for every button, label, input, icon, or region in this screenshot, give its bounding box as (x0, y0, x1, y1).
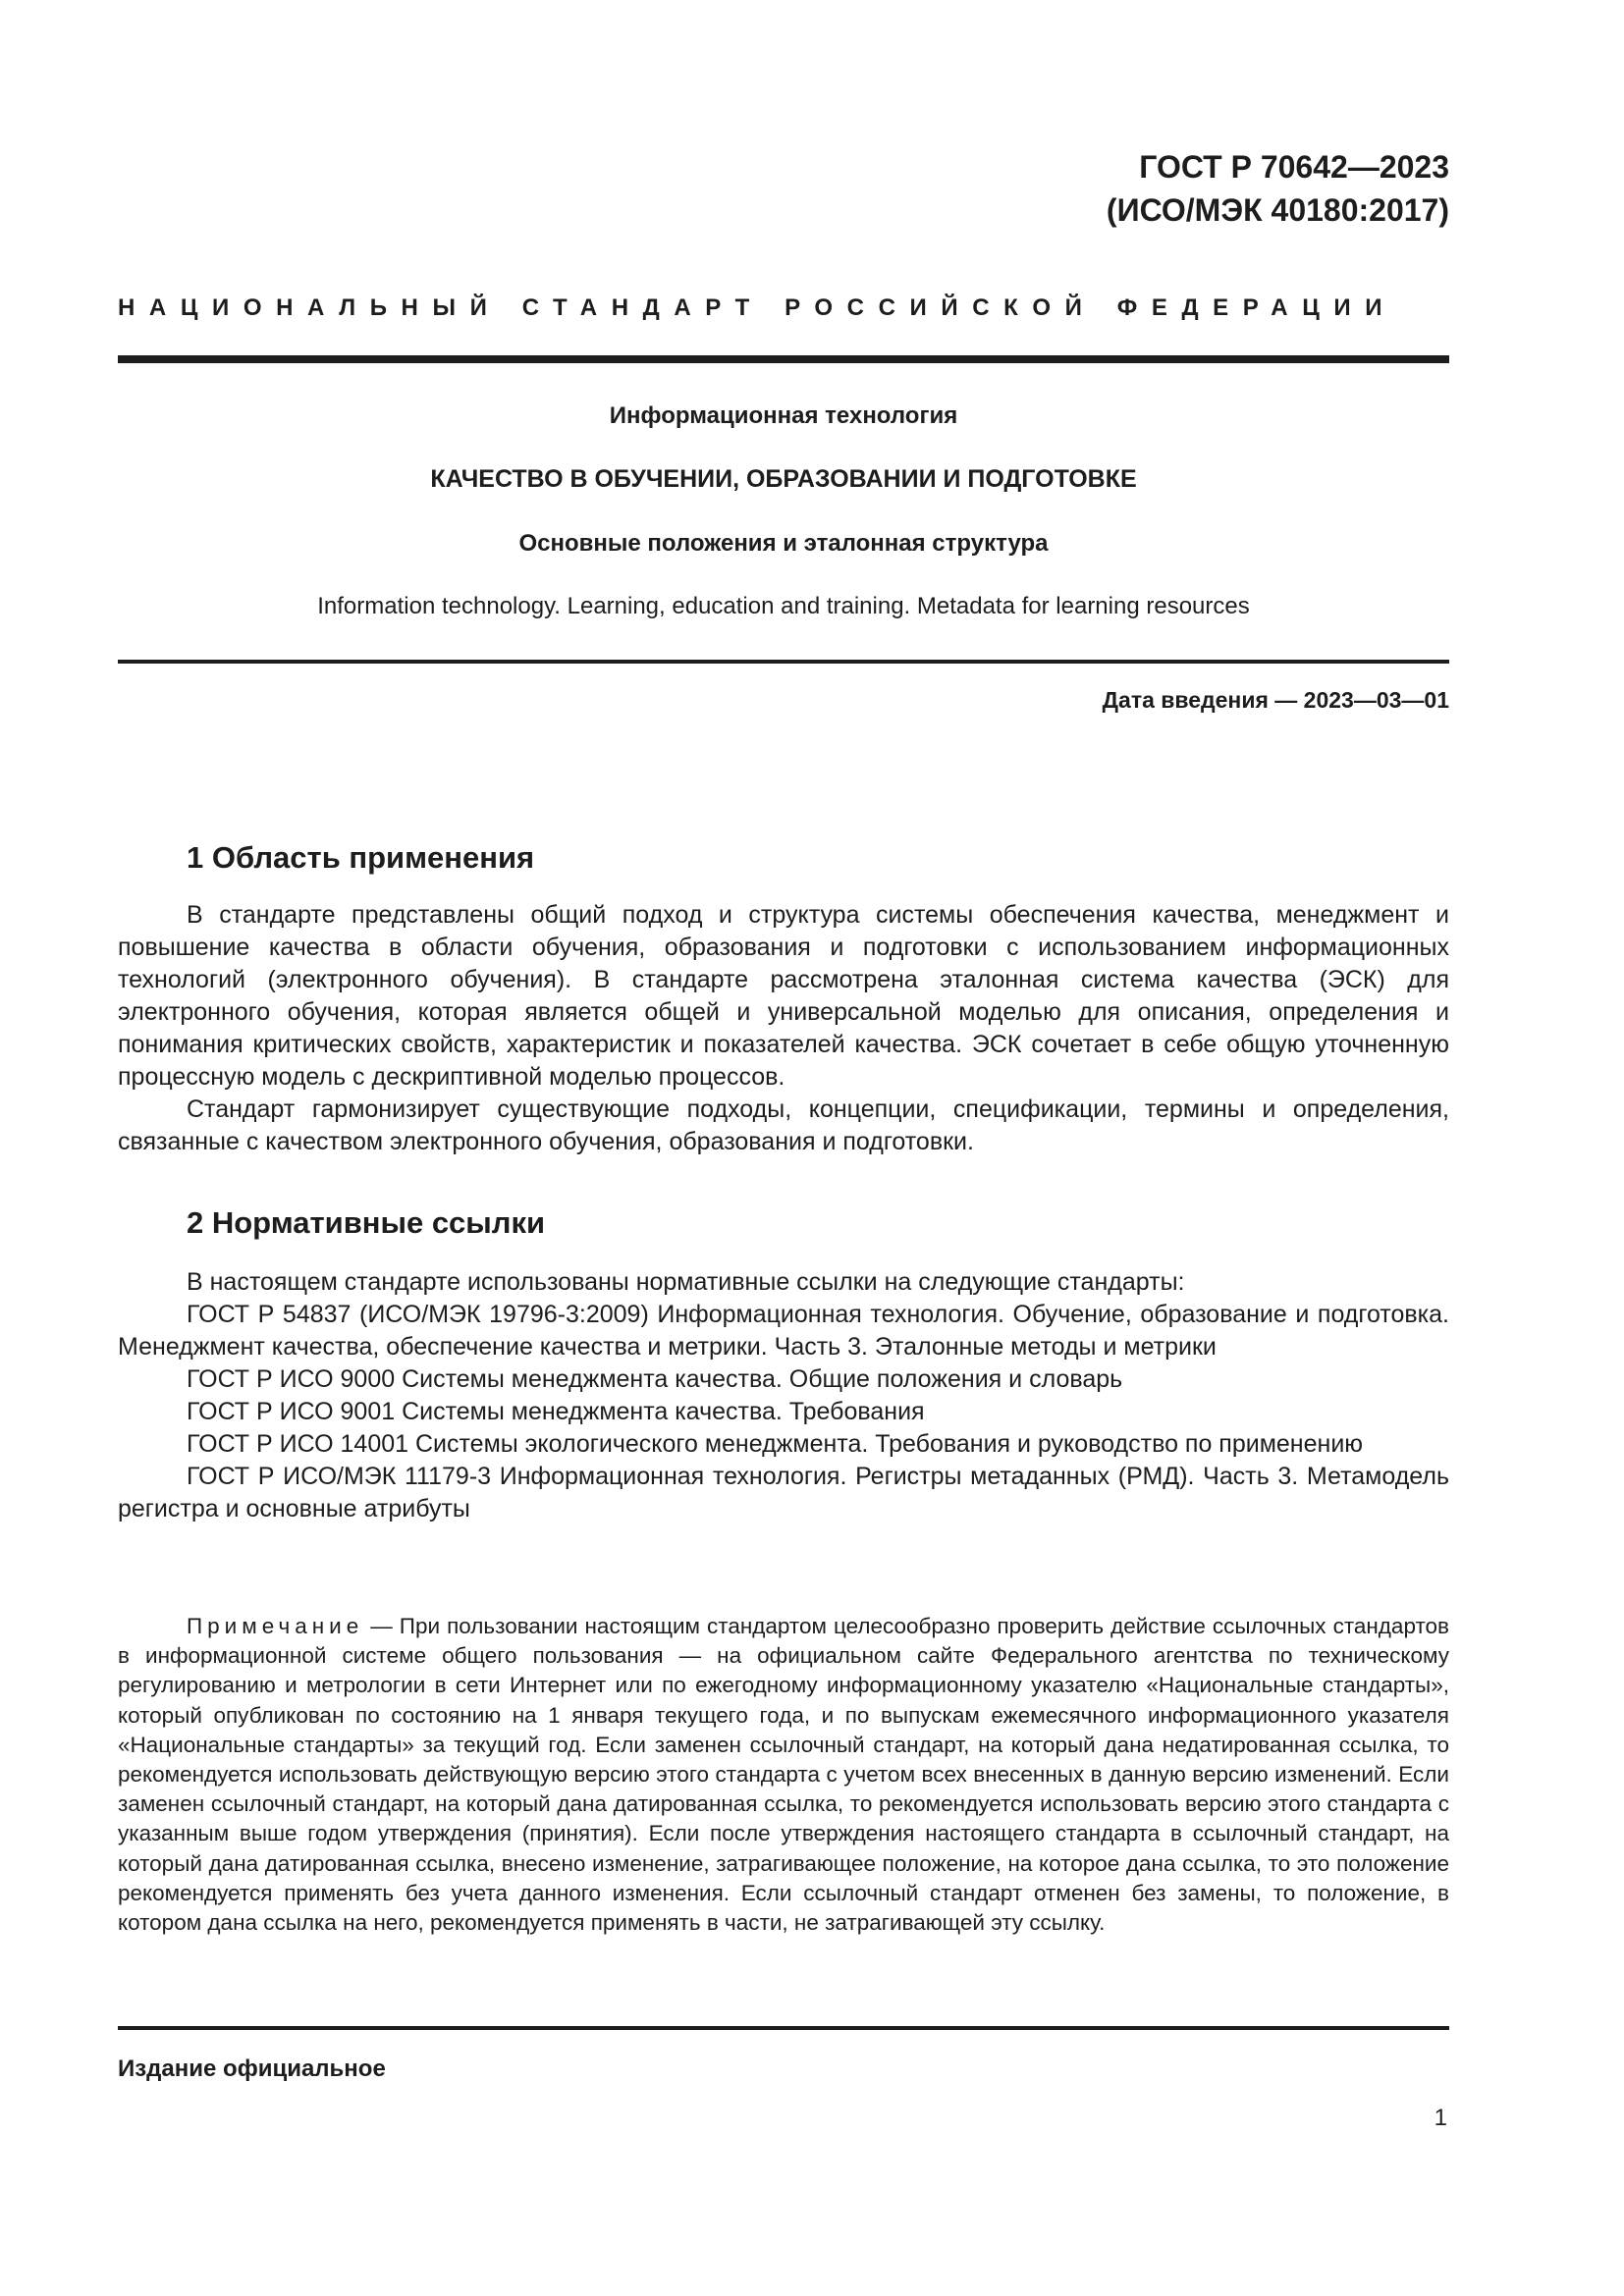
section-1-heading: 1 Область применения (187, 840, 535, 875)
note-label: Примечание (187, 1614, 364, 1638)
section-1-paragraph: Стандарт гармонизирует существующие подходы, концепции, спецификации, термины и определения, связанные с качеством электронного обучения, образования и подготовки. (118, 1095, 1449, 1155)
section-1-body (118, 899, 1449, 1158)
normative-reference: ГОСТ Р 54837 (ИСО/МЭК 19796-3:2009) Информационная технология. Обучение, образование и подготовка. Менеджмент качества, обеспечение качества и метрики. Часть 3. Эталонные методы и метрики (118, 1301, 1449, 1361)
section-2-heading: 2 Нормативные ссылки (187, 1205, 546, 1240)
title-sub: Основные положения и эталонная структура (518, 530, 1049, 557)
section-2-body (118, 1266, 1449, 1525)
normative-reference: ГОСТ Р ИСО 9001 Системы менеджмента качества. Требования (187, 1398, 925, 1425)
title-rule (118, 660, 1449, 664)
normative-reference: ГОСТ Р ИСО 9000 Системы менеджмента качества. Общие положения и словарь (187, 1365, 1123, 1393)
standard-code: ГОСТ Р 70642—2023 (1139, 149, 1449, 185)
normative-reference: ГОСТ Р ИСО/МЭК 11179-3 Информационная технология. Регистры метаданных (РМД). Часть 3. Метамодель регистра и основные атрибуты (118, 1463, 1449, 1522)
title-subject: Информационная технология (609, 402, 958, 429)
footer-rule (118, 2026, 1449, 2030)
title-main: КАЧЕСТВО В ОБУЧЕНИИ, ОБРАЗОВАНИИ И ПОДГОТОВКЕ (430, 465, 1137, 493)
official-edition: Издание официальное (118, 2056, 386, 2082)
title-english: Information technology. Learning, education and training. Metadata for learning resources (317, 593, 1250, 619)
section-2-intro: В настоящем стандарте использованы нормативные ссылки на следующие стандарты: (187, 1268, 1185, 1296)
introduction-date: Дата введения — 2023—03—01 (1102, 687, 1449, 713)
note-text: — При пользовании настоящим стандартом целесообразно проверить действие ссылочных стандартов в информационной системе общего пользования — на официальном сайте Федерального агентства по техническому регулированию и метрологии в сети Интернет или по ежегодному информационному указателю «Национальные стандарты», который опубликован по состоянию на 1 января текущего года, и по выпускам ежемесячного информационного указателя «Национальные стандарты» за текущий год. Если заменен ссылочный стандарт, на который дана недатированная ссылка, то рекомендуется использовать действующую версию этого стандарта с учетом всех внесенных в данную версию изменений. Если заменен ссылочный стандарт, на который дана датированная ссылка, то рекомендуется использовать версию этого стандарта с указанным выше годом утверждения (принятия). Если после утверждения настоящего стандарта в ссылочный стандарт, на который дана датированная ссылка, внесено изменение, затрагивающее положение, на которое дана ссылка, то это положение рекомендуется применять без учета данного изменения. Если ссылочный стандарт отменен без замены, то положение, в котором дана ссылка на него, рекомендуется применять в части, не затрагивающей эту ссылку. (118, 1614, 1449, 1936)
national-standard-banner: НАЦИОНАЛЬНЫЙ СТАНДАРТ РОССИЙСКОЙ ФЕДЕРАЦИИ (118, 294, 1397, 321)
note-block (118, 1612, 1449, 1938)
section-1-paragraph: В стандарте представлены общий подход и структура системы обеспечения качества, менеджмент и повышение качества в области обучения, образования и подготовки с использованием информационных технологий (электронного обучения). В стандарте рассмотрена эталонная система качества (ЭСК) для электронного обучения, которая является общей и универсальной моделью для описания, определения и понимания критических свойств, характеристик и показателей качества. ЭСК сочетает в себе общую уточненную процессную модель с дескриптивной моделью процессов. (118, 901, 1449, 1091)
page-number: 1 (1434, 2105, 1447, 2131)
normative-reference: ГОСТ Р ИСО 14001 Системы экологического менеджмента. Требования и руководство по применению (187, 1430, 1364, 1458)
iso-code: (ИСО/МЭК 40180:2017) (1106, 192, 1449, 228)
header-rule (118, 355, 1449, 363)
